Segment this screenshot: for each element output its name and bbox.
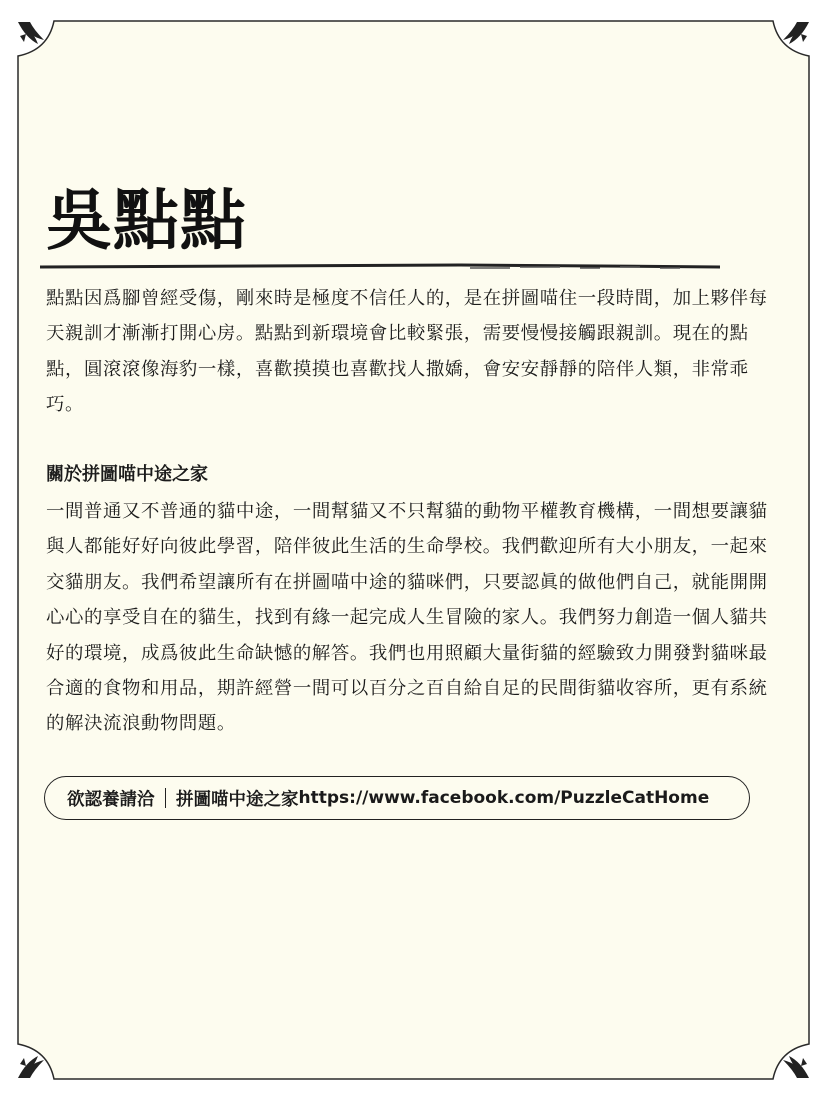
contact-org: 拼圖喵中途之家 (176, 789, 299, 810)
corner-ornament-icon (783, 1056, 809, 1078)
cat-description: 點點因爲腳曾經受傷，剛來時是極度不信任人的，是在拼圖喵住一段時間，加上夥伴每天親訓才漸漸打開心房。點點到新環境會比較緊張，需要慢慢接觸跟親訓。現在的點點，圓滾滾像海豹一樣，喜歡摸摸也喜歡找人撒嬌，會安安靜靜的陪伴人類，非常乖巧。 (46, 288, 768, 416)
about-heading: 關於拼圖喵中途之家 (46, 464, 208, 485)
corner-ornament-icon (18, 22, 44, 44)
page-title: 吳點點 (46, 182, 247, 259)
contact-url-link[interactable]: https://www.facebook.com/PuzzleCatHome (298, 788, 710, 808)
about-body: 一間普通又不普通的貓中途，一間幫貓又不只幫貓的動物平權教育機構，一間想要讓貓與人都能好好向彼此學習，陪伴彼此生活的生命學校。我們歡迎所有大小朋友，一起來交貓朋友。我們希望讓所有在拼圖喵中途的貓咪們，只要認眞的做他們自己，就能開開心心的享受自在的貓生，找到有緣一起完成人生冒險的家人。我們努力創造一個人貓共好的環境，成爲彼此生命缺憾的解答。我們也用照顧大量街貓的經驗致力開發對貓咪最合適的食物和用品，期許經營一間可以百分之百自給自足的民間街貓收容所，更有系統的解決流浪動物問題。 (46, 501, 768, 735)
title-underline (40, 262, 720, 272)
contact-label: 欲認養請洽 (67, 789, 155, 810)
contact-box (44, 776, 750, 820)
corner-ornament-icon (18, 1056, 44, 1078)
contact-divider (165, 788, 167, 808)
corner-ornament-icon (783, 22, 809, 44)
